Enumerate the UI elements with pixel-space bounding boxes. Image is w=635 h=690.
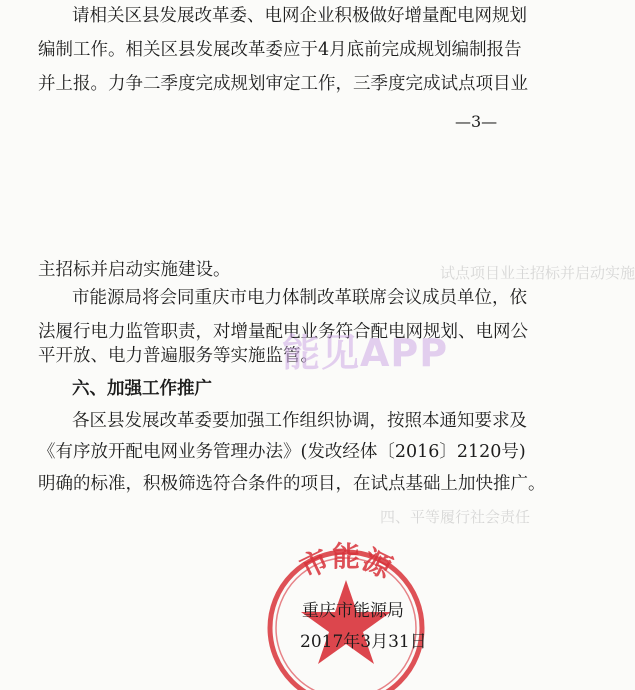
body-line-5: 市能源局将会同重庆市电力体制改革联席会议成员单位，依	[72, 288, 527, 308]
body-line-10: 明确的标准，积极筛选符合条件的项目，在试点基础上加快推广。	[38, 474, 546, 494]
body-line-3: 并上报。力争二季度完成规划审定工作，三季度完成试点项目业	[38, 74, 528, 94]
body-line-8: 各区县发展改革委要加强工作组织协调，按照本通知要求及	[72, 411, 527, 431]
body-line-7: 平开放、电力普遍服务等实施监管。	[38, 346, 318, 366]
page-number: —3—	[455, 112, 498, 131]
watermark: 能见APP	[282, 331, 449, 375]
body-line-4: 主招标并启动实施建设。	[38, 260, 231, 280]
body-line-6: 法履行电力监管职责，对增量配电业务符合配电网规划、电网公	[38, 322, 528, 342]
issue-date: 2017年3月31日	[300, 632, 427, 652]
body-line-9: 《有序放开配电网业务管理办法》(发改经体〔2016〕2120号)	[38, 442, 526, 462]
bleed-through-text-2: 四、平等履行社会责任	[380, 508, 531, 526]
section-heading: 六、加强工作推广	[72, 379, 212, 399]
bleed-through-text-1: 试点项目业主招标并启动实施	[440, 264, 635, 282]
svg-text:市能源: 市能源	[294, 540, 398, 585]
body-line-2: 编制工作。相关区县发展改革委应于4月底前完成规划编制报告	[38, 40, 522, 60]
body-line-1: 请相关区县发展改革委、电网企业积极做好增量配电网规划	[72, 6, 527, 26]
issuing-organization: 重庆市能源局	[302, 601, 404, 621]
